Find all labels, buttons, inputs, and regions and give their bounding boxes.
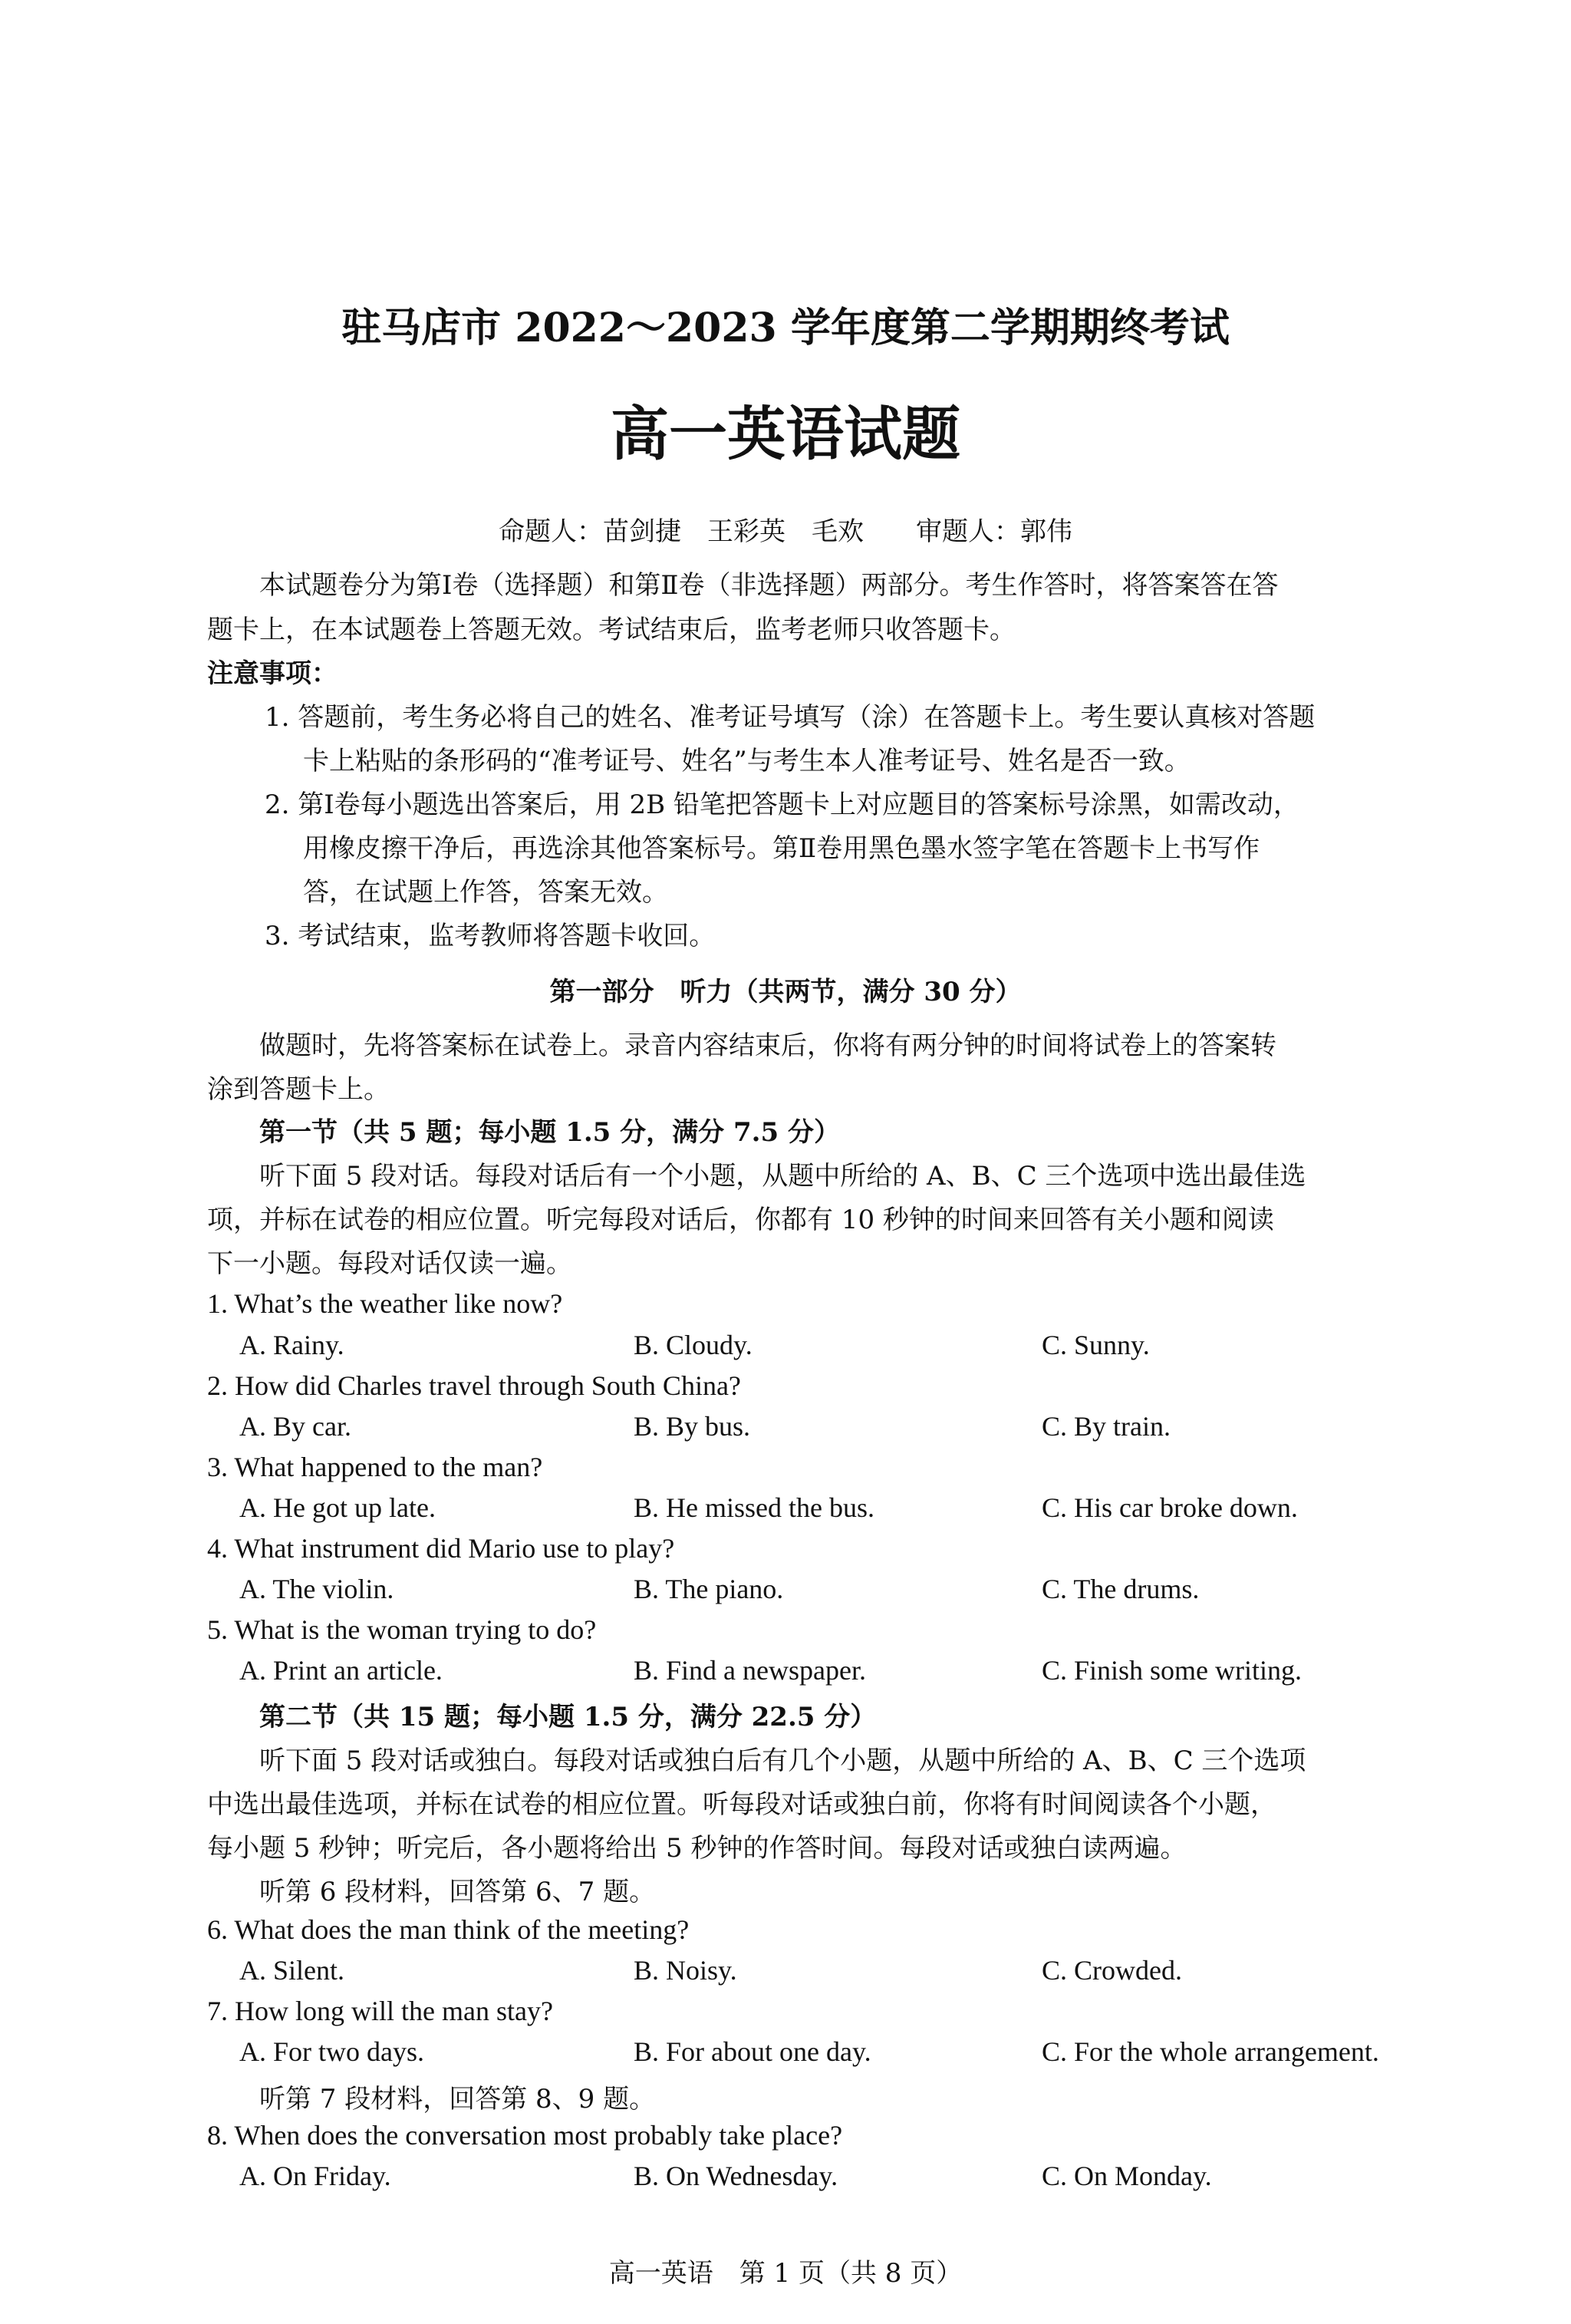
option-a: A. Print an article. [239,1655,443,1686]
exam-subtitle: 高一英语试题 [611,400,960,468]
question-stem: 2. How did Charles travel through South China? [207,1370,741,1401]
exam-title: 驻马店市 2022～2023 学年度第二学期期终考试 [341,305,1230,351]
notice-heading: 注意事项： [207,658,338,689]
section1-instruction: 项，并标在试卷的相应位置。听完每段对话后，你都有 10 秒钟的时间来回答有关小题和阅读 [207,1205,1274,1235]
question-stem: 8. When does the conversation most probably take place? [207,2120,843,2151]
notice-item: 答，在试题上作答，答案无效。 [303,877,668,908]
section1-heading: 第一节（共 5 题；每小题 1.5 分，满分 7.5 分） [259,1117,840,1148]
option-a: A. For two days. [239,2036,424,2067]
listen-7-note: 听第 7 段材料，回答第 8、9 题。 [259,2084,656,2115]
intro-line-1: 本试题卷分为第Ⅰ卷（选择题）和第Ⅱ卷（非选择题）两部分。考生作答时，将答案答在答 [259,570,1279,601]
option-b: B. Cloudy. [634,1330,753,1360]
intro-line-2: 题卡上，在本试题卷上答题无效。考试结束后，监考老师只收答题卡。 [207,615,1016,645]
notice-item: 用橡皮擦干净后，再选涂其他答案标号。第Ⅱ卷用黑色墨水签字笔在答题卡上书写作 [303,833,1260,864]
option-c: C. By train. [1042,1411,1171,1442]
question-stem: 3. What happened to the man? [207,1452,543,1482]
option-b: B. He missed the bus. [634,1492,874,1523]
section1-instruction: 听下面 5 段对话。每段对话后有一个小题，从题中所给的 A、B、C 三个选项中选出最佳选 [259,1161,1306,1192]
option-a: A. The violin. [239,1574,394,1604]
option-b: B. By bus. [634,1411,751,1442]
section2-heading: 第二节（共 15 题；每小题 1.5 分，满分 22.5 分） [259,1702,877,1732]
part1-heading: 第一部分 听力（共两节，满分 30 分） [549,977,1022,1007]
listen-6-note: 听第 6 段材料，回答第 6、7 题。 [259,1877,656,1907]
option-b: B. Noisy. [634,1955,737,1986]
option-c: C. Sunny. [1042,1330,1150,1360]
question-stem: 4. What instrument did Mario use to play? [207,1533,675,1564]
section2-instruction: 听下面 5 段对话或独白。每段对话或独白后有几个小题，从题中所给的 A、B、C 三个选项 [259,1745,1306,1776]
option-b: B. Find a newspaper. [634,1655,866,1686]
option-b: B. The piano. [634,1574,784,1604]
question-stem: 1. What’s the weather like now? [207,1288,563,1319]
question-stem: 5. What is the woman trying to do? [207,1614,597,1645]
option-b: B. For about one day. [634,2036,871,2067]
section1-instruction: 下一小题。每段对话仅读一遍。 [207,1248,572,1279]
option-a: A. Rainy. [239,1330,344,1360]
option-b: B. On Wednesday. [634,2161,838,2191]
option-c: C. For the whole arrangement. [1042,2036,1379,2067]
option-a: A. He got up late. [239,1492,436,1523]
notice-item: 2. 第Ⅰ卷每小题选出答案后，用 2B 铅笔把答题卡上对应题目的答案标号涂黑，如需改动， [265,790,1299,820]
section2-instruction: 中选出最佳选项，并标在试卷的相应位置。听每段对话或独白前，你将有时间阅读各个小题， [207,1789,1276,1820]
option-a: A. On Friday. [239,2161,391,2191]
authors-line: 命题人：苗剑捷 王彩英 毛欢 审题人：郭伟 [499,516,1072,547]
question-stem: 7. How long will the man stay? [207,1996,553,2026]
notice-item: 3. 考试结束，监考教师将答题卡收回。 [265,921,716,951]
option-c: C. Finish some writing. [1042,1655,1303,1686]
part1-intro-1: 做题时，先将答案标在试卷上。录音内容结束后，你将有两分钟的时间将试卷上的答案转 [259,1030,1276,1061]
section2-instruction: 每小题 5 秒钟；听完后，各小题将给出 5 秒钟的作答时间。每段对话或独白读两遍。 [207,1833,1187,1864]
option-c: C. Crowded. [1042,1955,1182,1986]
option-c: C. On Monday. [1042,2161,1212,2191]
part1-intro-2: 涂到答题卡上。 [207,1074,390,1105]
notice-item: 卡上粘贴的条形码的“准考证号、姓名”与考生本人准考证号、姓名是否一致。 [303,746,1191,776]
page-footer: 高一英语 第 1 页（共 8 页） [608,2258,963,2289]
option-a: A. By car. [239,1411,351,1442]
option-c: C. The drums. [1042,1574,1200,1604]
notice-item: 1. 答题前，考生务必将自己的姓名、准考证号填写（涂）在答题卡上。考生要认真核对答题 [265,702,1316,733]
option-a: A. Silent. [239,1955,345,1986]
question-stem: 6. What does the man think of the meeting? [207,1914,690,1945]
option-c: C. His car broke down. [1042,1492,1298,1523]
